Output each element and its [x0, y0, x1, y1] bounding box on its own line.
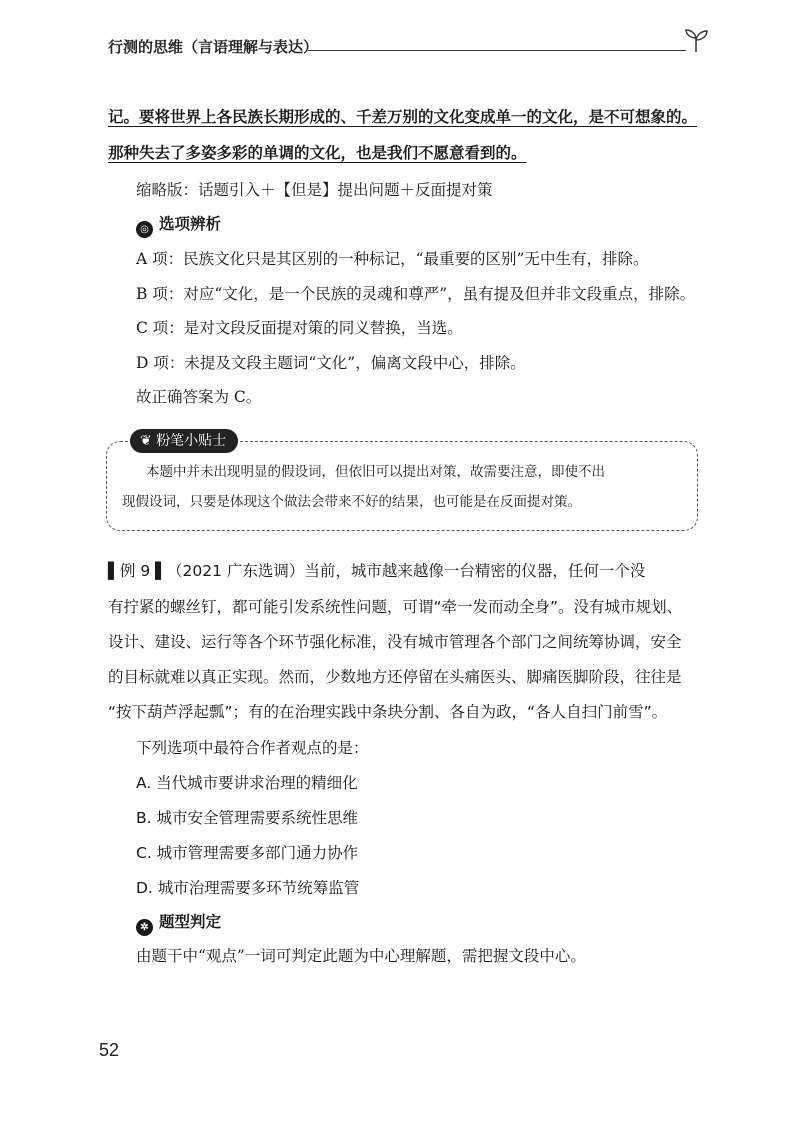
- passage-line-2: 那种失去了多姿多彩的单调的文化，也是我们不愿意看到的。: [108, 143, 527, 162]
- example-line-4: 的目标就难以真正实现。然而，少数地方还停留在头痛医头、脚痛医脚阶段，往往是: [108, 668, 682, 686]
- analysis-heading: [136, 214, 736, 238]
- type-text: 由题干中“观点”一词可判定此题为中心理解题，需把握文段中心。: [136, 947, 586, 965]
- example-line-3: 设计、建设、运行等各个环节强化标准，没有城市管理各个部门之间统筹协调，安全: [108, 633, 682, 651]
- sprout-icon: [682, 28, 710, 54]
- question-type-icon: ✲: [136, 919, 153, 936]
- header-title: 行测的思维（言语理解与表达）: [108, 38, 319, 56]
- analysis-heading-text: 选项辨析: [159, 214, 222, 233]
- analysis-item-c: C 项：是对文段反面提对策的同义替换，当选。: [136, 319, 463, 337]
- option-c: C. 城市管理需要多部门通力协作: [136, 844, 359, 862]
- analysis-item-a: A 项：民族文化只是其区别的一种标记，“最重要的区别”无中生有，排除。: [136, 250, 649, 268]
- answer-line: 故正确答案为 C。: [136, 388, 262, 406]
- header-rule: [308, 50, 686, 51]
- question-stem: 下列选项中最符合作者观点的是：: [136, 739, 369, 757]
- tip-box: [106, 441, 698, 531]
- type-heading: [136, 912, 736, 936]
- example-line-2: 有拧紧的螺丝钉，都可能引发系统性问题，可谓“牵一发而动全身”。没有城市规划、: [108, 598, 683, 616]
- tip-label: [130, 429, 238, 453]
- tip-line-1: 本题中并未出现明显的假设词，但依旧可以提出对策，故需要注意，即使不出: [146, 464, 605, 480]
- type-heading-text: 题型判定: [159, 912, 222, 931]
- example-line-5: “按下葫芦浮起瓢”；有的在治理实践中条块分割、各自为政，“各人自扫门前雪”。: [108, 703, 668, 721]
- option-d: D. 城市治理需要多环节统筹监管: [136, 879, 360, 897]
- passage-line-1: 记。要将世界上各民族长期形成的、千差万别的文化变成单一的文化，是不可想象的。: [108, 107, 698, 126]
- option-a: A. 当代城市要讲求治理的精细化: [136, 774, 358, 792]
- page-number: 52: [99, 1040, 120, 1060]
- running-header: [108, 32, 708, 62]
- option-analysis-icon: ◎: [136, 221, 153, 238]
- option-b: B. 城市安全管理需要系统性思维: [136, 809, 358, 827]
- analysis-item-b: B 项：对应“文化，是一个民族的灵魂和尊严”，虽有提及但并非文段重点，排除。: [136, 285, 696, 303]
- example-line-1: ▌例 9 ▌（2021 广东选调）当前，城市越来越像一台精密的仪器，任何一个没: [108, 562, 646, 580]
- tip-label-text: 粉笔小贴士: [156, 433, 227, 449]
- leaf-icon: ❦: [140, 433, 157, 449]
- analysis-item-d: D 项：未提及文段主题词“文化”，偏离文段中心，排除。: [136, 354, 526, 372]
- summary-line: 缩略版：话题引入＋【但是】提出问题＋反面提对策: [136, 181, 493, 199]
- tip-line-2: 现假设词，只要是体现这个做法会带来不好的结果，也可能是在反面提对策。: [122, 494, 581, 510]
